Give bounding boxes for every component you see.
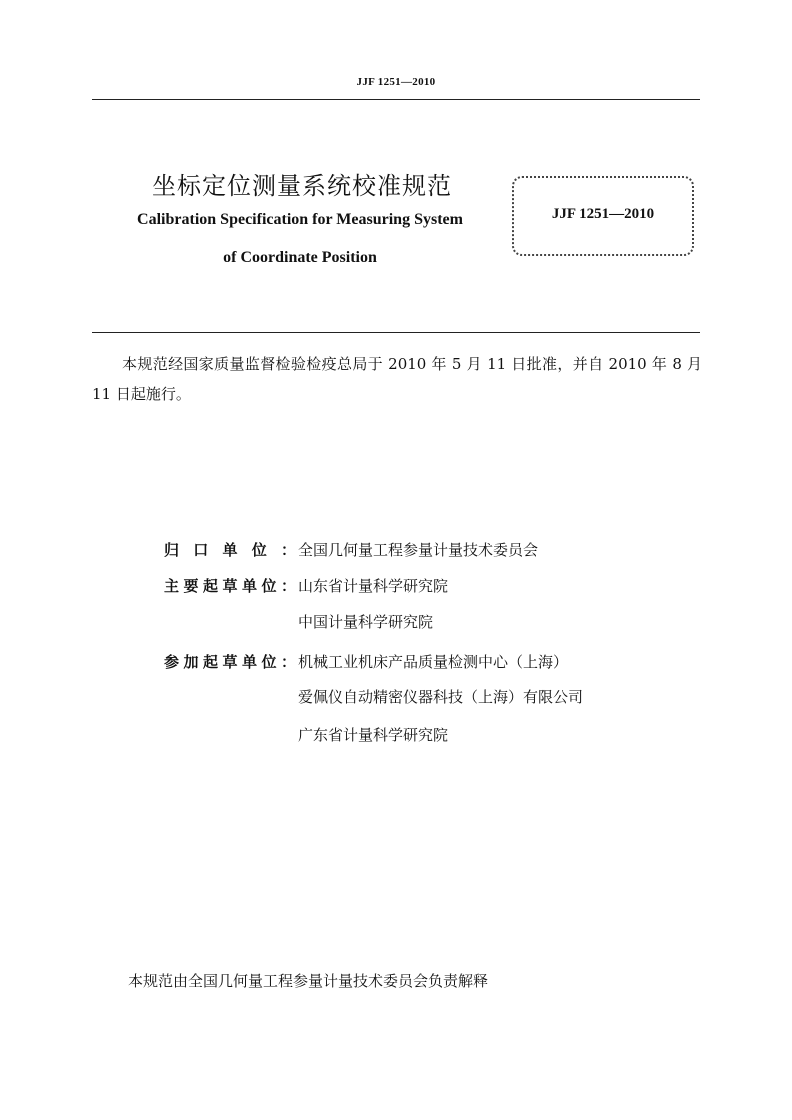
main-drafter-2: 中国计量科学研究院	[298, 613, 434, 631]
interpretation-note: 本规范由全国几何量工程参量计量技术委员会负责解释	[128, 972, 489, 990]
responsible-unit-label: 归口单位：	[164, 541, 296, 559]
title-rule	[92, 332, 700, 333]
participating-drafter-2: 爱佩仪自动精密仪器科技（上海）有限公司	[298, 688, 584, 706]
title-chinese: 坐标定位测量系统校准规范	[152, 172, 452, 200]
participating-drafter-3: 广东省计量科学研究院	[298, 726, 449, 744]
main-drafter-1: 山东省计量科学研究院	[298, 577, 449, 595]
title-english-line2: of Coordinate Position	[223, 249, 377, 266]
responsible-unit-value: 全国几何量工程参量计量技术委员会	[298, 541, 539, 559]
title-english-line1: Calibration Specification for Measuring System	[137, 211, 463, 228]
participating-drafter-label: 参加起草单位：	[164, 653, 296, 671]
standard-code-text: JJF 1251—2010	[551, 206, 655, 222]
approval-paragraph: 本规范经国家质量监督检验检疫总局于 2010 年 5 月 11 日批准，并自 2010 年 8 月 11 日起施行。	[92, 355, 702, 403]
participating-drafter-1: 机械工业机床产品质量检测中心（上海）	[298, 653, 569, 671]
main-drafter-row	[164, 573, 449, 599]
main-drafter-label: 主要起草单位：	[164, 577, 296, 595]
responsible-unit-row	[164, 537, 539, 563]
header-code: JJF 1251—2010	[356, 76, 436, 88]
participating-drafter-row	[164, 649, 569, 675]
header-rule	[92, 99, 700, 100]
